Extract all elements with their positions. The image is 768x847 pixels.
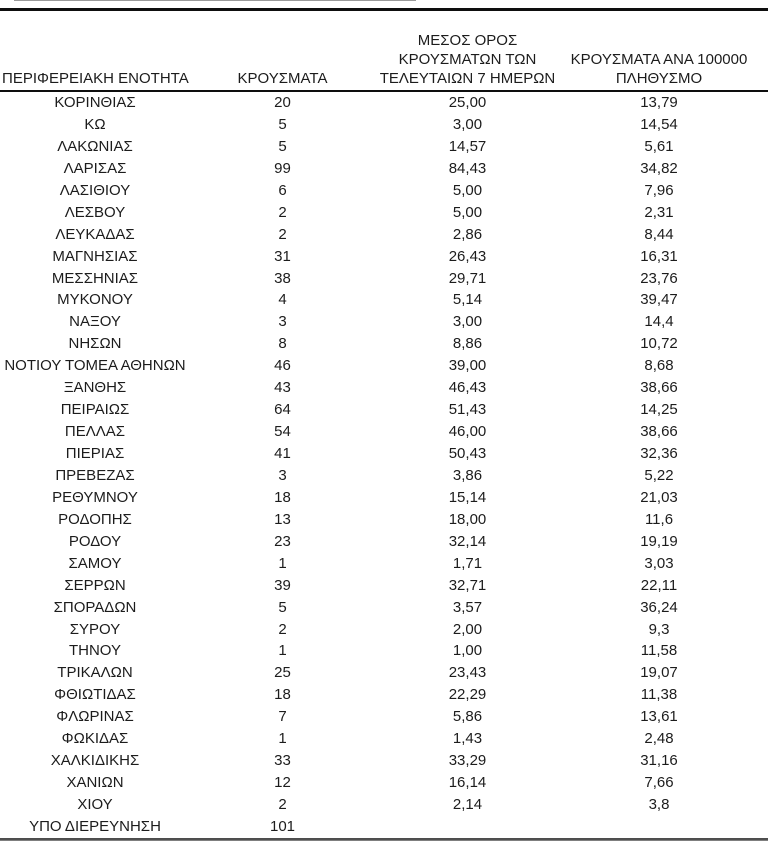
region-cell: ΡΟΔΟΥ [68, 532, 122, 550]
table-row [0, 421, 768, 443]
per-100k-cell: 32,36 [640, 445, 678, 462]
region-cell: ΜΕΣΣΗΝΙΑΣ [51, 269, 139, 287]
table-row [0, 553, 768, 575]
per-100k-cell: 39,47 [640, 291, 678, 309]
table-header [0, 11, 768, 91]
per-100k-cell: 23,76 [640, 269, 678, 287]
header-row [0, 11, 768, 91]
cases-cell: 6 [278, 181, 287, 199]
cases-cell: 5 [278, 137, 287, 155]
region-cell: ΦΩΚΙΔΑΣ [61, 730, 129, 748]
avg-7day-cell: 3,86 [452, 466, 483, 484]
region-cell: ΞΑΝΘΗΣ [63, 379, 127, 397]
per-100k-cell: 14,54 [640, 115, 678, 133]
table-row [0, 531, 768, 553]
table-row [0, 750, 768, 772]
avg-7day-cell: 5,14 [452, 291, 483, 309]
table-row [0, 619, 768, 641]
region-cell: ΡΟΔΟΠΗΣ [58, 510, 132, 528]
cases-cell: 23 [274, 532, 291, 550]
table-row [0, 706, 768, 728]
table-row [0, 355, 768, 377]
region-cell: ΣΥΡΟΥ [69, 620, 121, 638]
region-cell: ΧΑΝΙΩΝ [66, 774, 124, 792]
cases-cell: 2 [278, 620, 287, 638]
cases-cell: 18 [274, 488, 291, 506]
cases-cell: 3 [278, 466, 287, 484]
table-bottom-rule [0, 838, 768, 841]
avg-7day-cell: 22,29 [448, 686, 487, 704]
per-100k-cell: 16,31 [640, 247, 678, 265]
avg-7day-cell: 50,43 [448, 445, 487, 462]
table-row [0, 202, 768, 224]
avg-7day-cell: 25,00 [448, 94, 487, 111]
avg-7day-cell: 32,14 [448, 532, 487, 550]
avg-7day-cell: 3,00 [452, 313, 483, 331]
per-100k-cell [560, 816, 768, 838]
table-row [0, 728, 768, 750]
avg-7day-cell: 46,00 [448, 423, 487, 441]
column-header-7day-average-line2: ΚΡΟΥΣΜΑΤΩΝ ΤΩΝ [398, 51, 537, 68]
region-cell: ΣΕΡΡΩΝ [64, 576, 126, 594]
table-row [0, 91, 768, 114]
per-100k-cell: 34,82 [640, 159, 678, 177]
region-cell: ΠΕΛΛΑΣ [64, 423, 126, 441]
regional-cases-table [0, 11, 768, 838]
cases-cell: 38 [274, 269, 291, 287]
per-100k-cell: 11,58 [640, 642, 678, 660]
avg-7day-cell: 29,71 [448, 269, 487, 287]
per-100k-cell: 13,79 [640, 94, 678, 111]
avg-7day-cell: 5,00 [452, 203, 483, 221]
table-row [0, 180, 768, 202]
cases-cell: 2 [278, 203, 287, 221]
region-cell: ΝΗΣΩΝ [68, 335, 122, 353]
column-header-region [0, 11, 190, 91]
table-row [0, 443, 768, 465]
region-cell: ΣΠΟΡΑΔΩΝ [53, 598, 137, 616]
avg-7day-cell: 51,43 [448, 401, 487, 419]
table-row [0, 597, 768, 619]
region-cell: ΜΥΚΟΝΟΥ [57, 291, 133, 309]
cases-cell: 18 [274, 686, 291, 704]
table-row [0, 662, 768, 684]
cases-cell: 25 [274, 664, 291, 682]
cases-cell: 12 [274, 774, 291, 792]
cases-cell: 33 [274, 752, 291, 770]
per-100k-cell: 9,3 [648, 620, 670, 638]
avg-7day-cell [375, 816, 560, 838]
per-100k-cell: 14,25 [640, 401, 678, 419]
region-cell: ΤΡΙΚΑΛΩΝ [57, 664, 133, 682]
cases-cell: 2 [278, 225, 287, 243]
table-row [0, 377, 768, 399]
region-cell: ΛΕΣΒΟΥ [64, 203, 126, 221]
per-100k-cell: 19,19 [640, 532, 678, 550]
region-cell: ΜΑΓΝΗΣΙΑΣ [52, 247, 138, 265]
per-100k-cell: 22,11 [640, 576, 678, 594]
per-100k-cell: 10,72 [640, 335, 678, 353]
avg-7day-cell: 5,86 [452, 708, 483, 726]
cases-cell: 3 [278, 313, 287, 331]
per-100k-cell: 2,48 [644, 730, 674, 748]
region-cell: ΧΑΛΚΙΔΙΚΗΣ [50, 752, 140, 770]
per-100k-cell: 11,6 [644, 510, 674, 528]
per-100k-cell: 11,38 [640, 686, 678, 704]
avg-7day-cell: 1,71 [452, 554, 483, 572]
cases-cell: 39 [274, 576, 291, 594]
top-partial-divider [14, 0, 416, 1]
per-100k-cell: 13,61 [640, 708, 678, 726]
table-row [0, 465, 768, 487]
avg-7day-cell: 1,43 [452, 730, 483, 748]
table-row [0, 640, 768, 662]
per-100k-cell: 8,44 [644, 225, 674, 243]
region-cell: ΠΡΕΒΕΖΑΣ [55, 466, 135, 484]
region-cell: ΚΟΡΙΝΘΙΑΣ [54, 94, 136, 111]
avg-7day-cell: 8,86 [452, 335, 483, 353]
cases-cell: 46 [274, 357, 291, 375]
table-row [0, 509, 768, 531]
table-row [0, 333, 768, 355]
table-row [0, 684, 768, 706]
cases-cell: 54 [274, 423, 291, 441]
cases-cell: 1 [278, 554, 287, 572]
cases-cell: 5 [278, 598, 287, 616]
cases-cell: 2 [278, 796, 287, 813]
region-cell: ΤΗΝΟΥ [68, 642, 122, 660]
region-cell: ΛΕΥΚΑΔΑΣ [55, 225, 135, 243]
cases-cell: 8 [278, 335, 287, 353]
per-100k-cell: 7,66 [644, 774, 674, 792]
cases-cell: 4 [278, 291, 287, 309]
region-cell: ΧΙΟΥ [77, 796, 113, 813]
region-cell: ΠΙΕΡΙΑΣ [65, 445, 125, 462]
cases-cell: 7 [278, 708, 287, 726]
region-cell: ΣΑΜΟΥ [68, 554, 122, 572]
cases-cell: 64 [274, 401, 291, 419]
per-100k-cell: 14,4 [644, 313, 674, 331]
region-cell: ΦΘΙΩΤΙΔΑΣ [54, 686, 136, 704]
cases-cell: 41 [274, 445, 291, 462]
region-cell: ΝΟΤΙΟΥ ΤΟΜΕΑ ΑΘΗΝΩΝ [4, 357, 186, 375]
avg-7day-cell: 1,00 [452, 642, 483, 660]
table-row [0, 268, 768, 290]
cases-cell: 1 [278, 642, 287, 660]
column-header-7day-average-line3: ΤΕΛΕΥΤΑΙΩΝ 7 ΗΜΕΡΩΝ [379, 70, 556, 87]
column-header-cases [190, 11, 375, 91]
avg-7day-cell: 3,57 [452, 598, 483, 616]
per-100k-cell: 5,61 [644, 137, 674, 155]
column-header-cases-label: ΚΡΟΥΣΜΑΤΑ [237, 70, 328, 87]
table-row [0, 158, 768, 180]
region-cell: ΚΩ [84, 115, 106, 133]
per-100k-cell: 5,22 [644, 466, 674, 484]
column-header-7day-average [375, 11, 560, 91]
table-row [0, 246, 768, 268]
per-100k-cell: 19,07 [640, 664, 678, 682]
avg-7day-cell: 33,29 [448, 752, 487, 770]
per-100k-cell: 38,66 [640, 423, 678, 441]
region-cell: ΝΑΞΟΥ [69, 313, 121, 331]
avg-7day-cell: 3,00 [452, 115, 483, 133]
per-100k-cell: 3,03 [644, 554, 674, 572]
cases-cell: 20 [274, 94, 291, 111]
cases-cell: 43 [274, 379, 291, 397]
per-100k-cell: 21,03 [640, 488, 678, 506]
per-100k-cell: 3,8 [648, 796, 670, 813]
table-row [0, 224, 768, 246]
per-100k-cell: 36,24 [640, 598, 678, 616]
region-cell: ΦΛΩΡΙΝΑΣ [56, 708, 134, 726]
avg-7day-cell: 23,43 [448, 664, 487, 682]
avg-7day-cell: 14,57 [448, 137, 487, 155]
table-row [0, 136, 768, 158]
avg-7day-cell: 39,00 [448, 357, 487, 375]
column-header-per-100k-line1: ΚΡΟΥΣΜΑΤΑ ΑΝΑ 100000 [570, 51, 748, 68]
region-cell: ΠΕΙΡΑΙΩΣ [60, 401, 130, 419]
avg-7day-cell: 15,14 [448, 488, 487, 506]
avg-7day-cell: 2,14 [452, 796, 483, 813]
table-row [0, 575, 768, 597]
table-row [0, 289, 768, 311]
cases-cell: 99 [274, 159, 291, 177]
table-row [0, 114, 768, 136]
avg-7day-cell: 18,00 [448, 510, 487, 528]
column-header-per-100k [560, 11, 768, 91]
avg-7day-cell: 16,14 [448, 774, 487, 792]
table-row [0, 772, 768, 794]
table-row [0, 487, 768, 509]
region-cell: ΡΕΘΥΜΝΟΥ [52, 488, 138, 506]
cases-cell: 1 [278, 730, 287, 748]
avg-7day-cell: 32,71 [448, 576, 487, 594]
column-header-region-label: ΠΕΡΙΦΕΡΕΙΑΚΗ ΕΝΟΤΗΤΑ [2, 70, 189, 87]
table-row [0, 816, 768, 838]
region-cell: ΛΑΚΩΝΙΑΣ [57, 137, 133, 155]
table-row [0, 794, 768, 816]
region-cell: ΛΑΣΙΘΙΟΥ [59, 181, 131, 199]
region-cell: ΛΑΡΙΣΑΣ [63, 159, 127, 177]
cases-cell: 31 [274, 247, 291, 265]
avg-7day-cell: 26,43 [448, 247, 487, 265]
region-cell: ΥΠΟ ΔΙΕΡΕΥΝΗΣΗ [29, 817, 161, 835]
avg-7day-cell: 84,43 [448, 159, 487, 177]
column-header-per-100k-line2: ΠΛΗΘΥΣΜΟ [615, 70, 703, 87]
per-100k-cell: 38,66 [640, 379, 678, 397]
per-100k-cell: 2,31 [644, 203, 674, 221]
column-header-7day-average-line1: ΜΕΣΟΣ ΟΡΟΣ [417, 32, 518, 49]
avg-7day-cell: 5,00 [452, 181, 483, 199]
cases-cell: 5 [278, 115, 287, 133]
avg-7day-cell: 2,00 [452, 620, 483, 638]
table-row [0, 311, 768, 333]
table-body [0, 91, 768, 838]
table-row [0, 399, 768, 421]
cases-cell: 101 [269, 817, 296, 835]
per-100k-cell: 31,16 [640, 752, 678, 770]
per-100k-cell: 7,96 [644, 181, 674, 199]
avg-7day-cell: 46,43 [448, 379, 487, 397]
per-100k-cell: 8,68 [644, 357, 674, 375]
avg-7day-cell: 2,86 [452, 225, 483, 243]
cases-cell: 13 [274, 510, 291, 528]
